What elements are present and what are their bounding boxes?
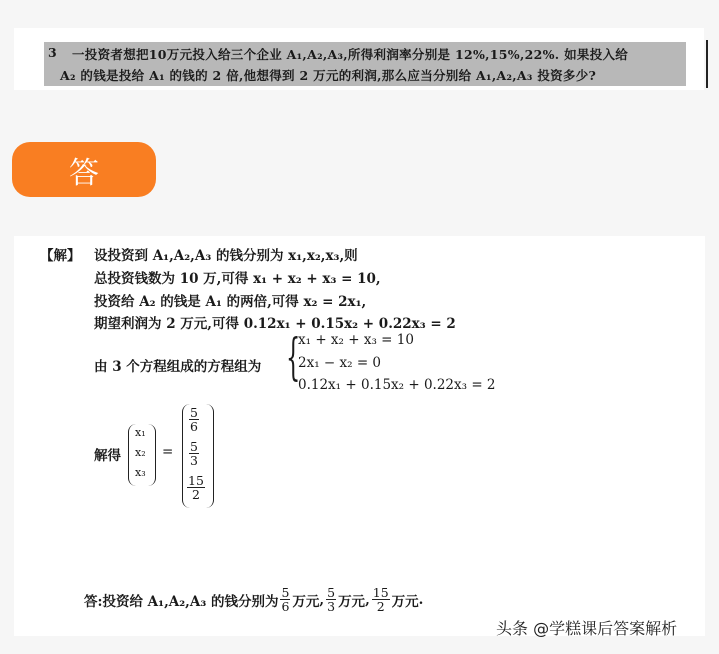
equals-sign: =: [162, 444, 174, 460]
solution-line-2: 总投资钱数为 10 万,可得 x₁ + x₂ + x₃ = 10,: [94, 271, 381, 287]
solution-tag: 【解】: [40, 248, 81, 264]
question-image: [14, 28, 704, 90]
system-eq-2: 2x₁ − x₂ = 0: [298, 355, 382, 371]
solve-label: 解得: [94, 448, 121, 464]
system-label: 由 3 个方程组成的方程组为: [94, 359, 262, 375]
variable-vector: x₁ x₂ x₃: [128, 424, 156, 486]
question-line-1: 一投资者想把10万元投入给三个企业 A₁,A₂,A₃,所得利润率分别是 12%,15%,22%. 如果投入给: [72, 47, 629, 62]
solution-line-3: 投资给 A₂ 的钱是 A₁ 的两倍,可得 x₂ = 2x₁,: [94, 294, 367, 310]
question-highlight: [44, 42, 686, 86]
divider-bar: [706, 40, 708, 88]
system-eq-3: 0.12x₁ + 0.15x₂ + 0.22x₃ = 2: [298, 377, 496, 393]
question-line-2: A₂ 的钱是投给 A₁ 的钱的 2 倍,他想得到 2 万元的利润,那么应当分别给 A₁,A₂,A₃ 投资多少?: [60, 68, 597, 83]
final-answer: 答:投资给 A₁,A₂,A₃ 的钱分别为 $\frac{5}{6}$ 万元 , $\frac{5}{3}$ 万元 , $\frac{15}{2}$ 万元 .: [84, 585, 424, 615]
question-number: 3: [48, 45, 57, 60]
solution-vector: [182, 404, 214, 508]
watermark: 头条 @学糕课后答案解析: [496, 619, 678, 638]
value-x1: $\frac{5}{6}$: [190, 405, 198, 435]
value-x3: $\frac{15}{2}$: [188, 473, 204, 503]
answer-button[interactable]: 答: [12, 142, 156, 197]
solution-line-1: 设投资到 A₁,A₂,A₃ 的钱分别为 x₁,x₂,x₃,则: [94, 248, 358, 264]
value-x2: $\frac{5}{3}$: [190, 439, 198, 469]
solution-image: [14, 236, 705, 636]
system-eq-1: x₁ + x₂ + x₃ = 10: [298, 332, 414, 348]
solution-line-4: 期望利润为 2 万元,可得 0.12x₁ + 0.15x₂ + 0.22x₃ = 2: [94, 316, 456, 332]
left-brace: {: [286, 328, 301, 386]
